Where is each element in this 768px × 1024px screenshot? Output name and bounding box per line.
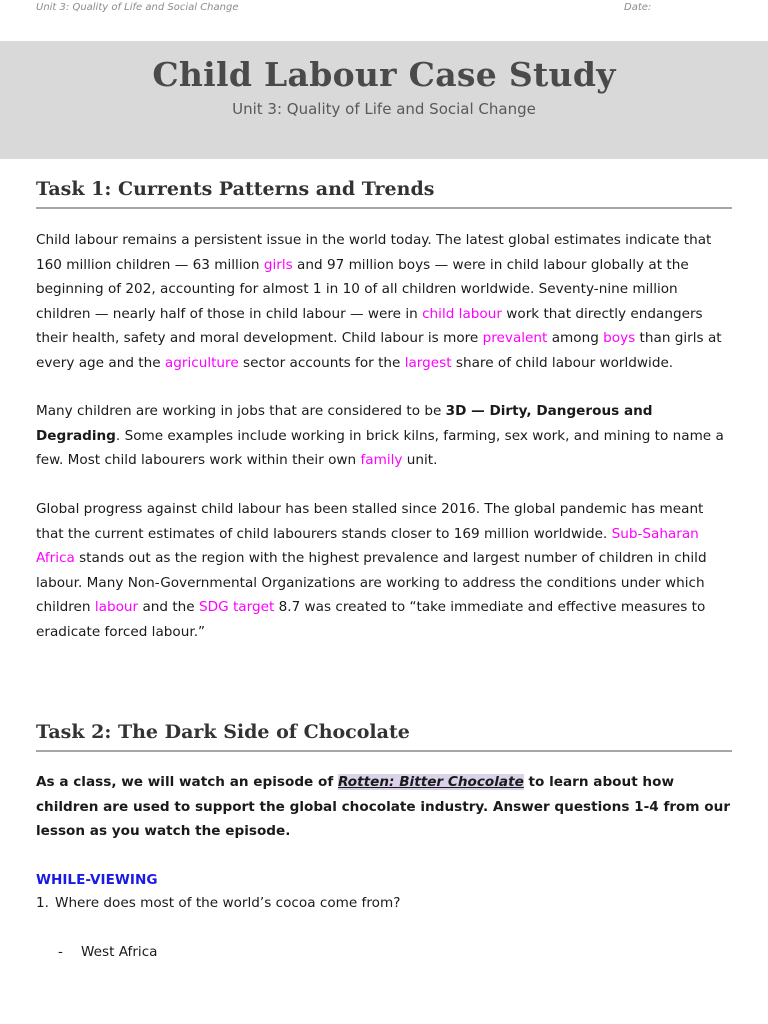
text-run: stands out as the region with the highest prevalence and largest number of children in child labour. Many Non-Governmental Organizations are working to address the conditions under which children — [36, 550, 707, 615]
text-run: As a class, we will watch an episode of — [36, 774, 338, 790]
question-1 — [36, 895, 400, 911]
highlighted-term: child labour — [422, 305, 502, 322]
text-run: sector accounts for the — [238, 354, 405, 371]
while-viewing-label: WHILE-VIEWING — [36, 872, 158, 888]
question-number: 1. — [36, 895, 49, 911]
text-run: . Some examples include working in brick kilns, farming, sex work, and mining to name a few. Most child labourers work within their own — [36, 427, 724, 468]
highlighted-term: boys — [603, 330, 636, 346]
page-subtitle: Unit 3: Quality of Life and Social Change — [232, 100, 536, 118]
text-run: among — [547, 330, 604, 346]
highlighted-term: Sub-Saharan Africa — [36, 525, 699, 566]
title-banner — [0, 41, 768, 159]
text-run: 8.7 was created to “take immediate and effective measures to eradicate forced labour.” — [36, 599, 706, 640]
header-unit-label: Unit 3: Quality of Life and Social Change — [36, 2, 239, 13]
text-run: to learn about how children are used to support the global chocolate industry. Answer questions 1-4 from our lesson as you watch the episode. — [36, 774, 731, 839]
text-run: unit. — [402, 452, 438, 468]
text-run: share of child labour worldwide. — [451, 354, 674, 371]
page-header — [0, 0, 768, 18]
answer-text[interactable]: West Africa — [81, 944, 158, 960]
task2-intro — [36, 770, 732, 844]
highlighted-term: girls — [263, 256, 293, 273]
text-run: and the — [138, 599, 199, 615]
text-run: Many children are working in jobs that are considered to be — [36, 403, 446, 419]
question-text: Where does most of the world’s cocoa come from? — [55, 895, 401, 911]
text-run: and 97 million boys — were in child labour globally at the beginning of 202, accounting for almost 1 in 10 of all children worldwide. Seventy-nine million children — nearly half of those in child labour — were in — [36, 256, 689, 322]
answer-bullet: - — [58, 944, 63, 960]
task1-paragraph-2 — [36, 399, 732, 473]
answer-1[interactable] — [58, 944, 158, 960]
highlighted-term: prevalent — [482, 330, 548, 346]
text-run: Child labour remains a persistent issue in the world today. The latest global estimates indicate that 160 million children — 63 million — [36, 232, 712, 273]
text-run: Global progress against child labour has been stalled since 2016. The global pandemic has meant that the current estimates of child labourers stands closer to 169 million worldwide. — [36, 501, 704, 542]
highlighted-term: agriculture — [164, 354, 239, 371]
highlighted-term: SDG target — [199, 599, 275, 615]
page-title: Child Labour Case Study — [152, 55, 616, 94]
bold-phrase: 3D — Dirty, Dangerous and Degrading — [36, 403, 653, 444]
highlighted-term: largest — [404, 354, 452, 371]
highlighted-term: family — [360, 452, 403, 468]
header-date-label: Date: — [624, 2, 652, 13]
task1-paragraph-1 — [36, 228, 732, 375]
text-run: work that directly endangers their health, safety and moral development. Child labour is more — [36, 305, 703, 346]
task1-paragraph-3 — [36, 497, 732, 644]
task2-heading: Task 2: The Dark Side of Chocolate — [36, 721, 732, 752]
task1-heading: Task 1: Currents Patterns and Trends — [36, 178, 732, 209]
text-run: than girls at every age and the — [36, 330, 722, 371]
episode-title: Rotten: Bitter Chocolate — [338, 774, 524, 790]
highlighted-term: labour — [94, 599, 139, 615]
